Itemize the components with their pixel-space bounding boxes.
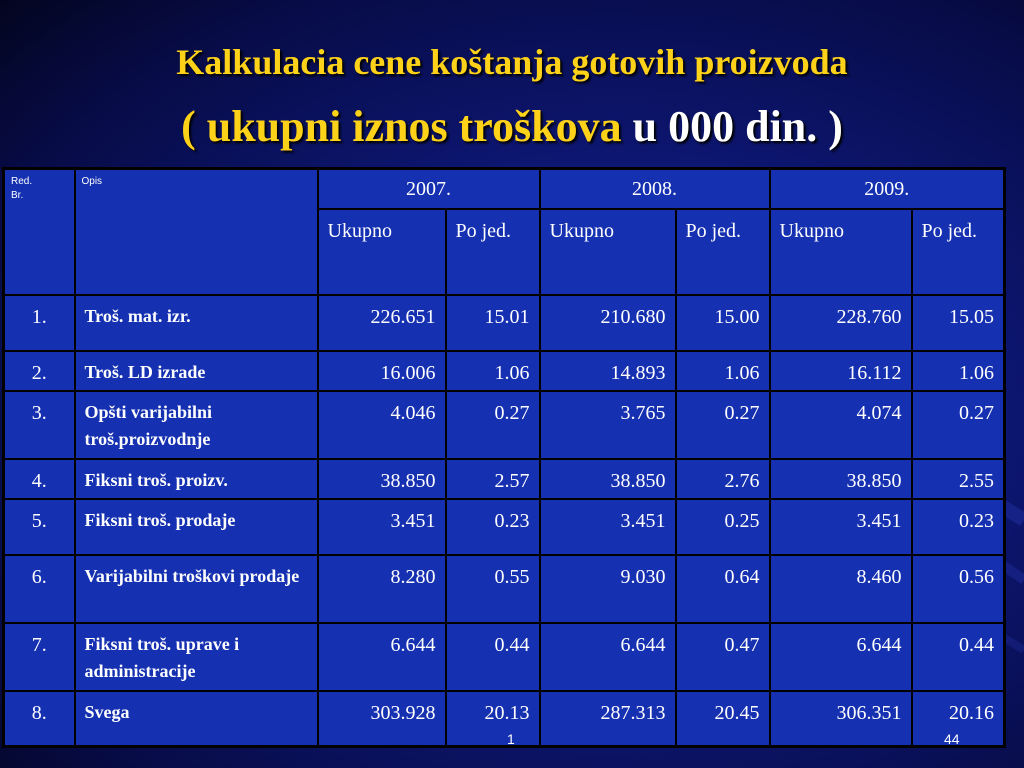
cell-po-jed: 1.06	[676, 351, 770, 391]
cell-po-jed: 2.57	[446, 459, 540, 499]
cell-ukupno: 6.644	[770, 623, 912, 691]
page-number-center: 1	[507, 731, 515, 747]
cell-ukupno: 3.451	[318, 499, 446, 555]
cell-ukupno: 4.046	[318, 391, 446, 459]
row-description: Fiksni troš. prodaje	[75, 499, 318, 555]
cell-ukupno: 8.460	[770, 555, 912, 623]
header-year-2007: 2007.	[318, 169, 540, 209]
row-description: Opšti varijabilni troš.proizvodnje	[75, 391, 318, 459]
cell-po-jed: 1.06	[912, 351, 1005, 391]
cell-ukupno: 228.760	[770, 295, 912, 351]
cell-po-jed: 2.76	[676, 459, 770, 499]
cell-po-jed: 0.27	[676, 391, 770, 459]
cell-ukupno: 4.074	[770, 391, 912, 459]
cell-po-jed: 20.45	[676, 691, 770, 747]
row-description: Fiksni troš. uprave i administracije	[75, 623, 318, 691]
cell-ukupno: 287.313	[540, 691, 676, 747]
subheader-ukupno-2007: Ukupno	[318, 209, 446, 295]
subtitle-rest: u 000 din. )	[621, 102, 843, 151]
cell-ukupno: 3.451	[540, 499, 676, 555]
header-opis: Opis	[75, 169, 318, 295]
cell-ukupno: 303.928	[318, 691, 446, 747]
cell-po-jed: 15.01	[446, 295, 540, 351]
cell-ukupno: 8.280	[318, 555, 446, 623]
slide-subtitle	[0, 100, 1024, 154]
subtitle-open: (	[181, 102, 207, 151]
cell-ukupno: 9.030	[540, 555, 676, 623]
cell-po-jed: 0.47	[676, 623, 770, 691]
cell-po-jed: 0.27	[912, 391, 1005, 459]
subtitle-main: ukupni iznos troškova	[206, 102, 622, 151]
cell-ukupno: 14.893	[540, 351, 676, 391]
row-number: 4.	[4, 459, 75, 499]
row-number: 5.	[4, 499, 75, 555]
subheader-ukupno-2008: Ukupno	[540, 209, 676, 295]
table-row	[4, 295, 1005, 351]
cell-ukupno: 6.644	[540, 623, 676, 691]
row-description: Fiksni troš. proizv.	[75, 459, 318, 499]
cell-po-jed: 15.00	[676, 295, 770, 351]
cell-ukupno: 38.850	[540, 459, 676, 499]
cell-po-jed: 0.56	[912, 555, 1005, 623]
row-number: 7.	[4, 623, 75, 691]
cell-po-jed: 0.27	[446, 391, 540, 459]
table-row	[4, 623, 1005, 691]
cell-po-jed: 0.25	[676, 499, 770, 555]
row-number: 1.	[4, 295, 75, 351]
cell-ukupno: 3.765	[540, 391, 676, 459]
row-number: 8.	[4, 691, 75, 747]
cell-ukupno: 210.680	[540, 295, 676, 351]
cell-ukupno: 16.112	[770, 351, 912, 391]
row-number: 3.	[4, 391, 75, 459]
row-description: Troš. LD izrade	[75, 351, 318, 391]
cell-po-jed: 0.55	[446, 555, 540, 623]
cell-po-jed: 0.44	[446, 623, 540, 691]
cell-ukupno: 306.351	[770, 691, 912, 747]
table-row	[4, 459, 1005, 499]
slide-title: Kalkulacia cene koštanja gotovih proizvoda	[176, 42, 848, 82]
cell-ukupno: 16.006	[318, 351, 446, 391]
table-row	[4, 555, 1005, 623]
cell-ukupno: 3.451	[770, 499, 912, 555]
cell-po-jed: 20.16	[912, 691, 1005, 747]
subheader-pojed-2007: Po jed.	[446, 209, 540, 295]
subheader-pojed-2008: Po jed.	[676, 209, 770, 295]
row-description: Troš. mat. izr.	[75, 295, 318, 351]
cell-po-jed: 1.06	[446, 351, 540, 391]
cell-po-jed: 0.23	[912, 499, 1005, 555]
subheader-pojed-2009: Po jed.	[912, 209, 1005, 295]
cell-ukupno: 38.850	[770, 459, 912, 499]
header-year-2009: 2009.	[770, 169, 1005, 209]
table-row	[4, 391, 1005, 459]
page-number-right: 44	[944, 731, 960, 747]
cell-po-jed: 15.05	[912, 295, 1005, 351]
table-row	[4, 691, 1005, 747]
table-row	[4, 351, 1005, 391]
cell-po-jed: 0.23	[446, 499, 540, 555]
header-year-2008: 2008.	[540, 169, 770, 209]
cell-po-jed: 20.13	[446, 691, 540, 747]
header-red-br: Red. Br.	[4, 169, 75, 295]
cell-ukupno: 6.644	[318, 623, 446, 691]
row-description: Svega	[75, 691, 318, 747]
cell-ukupno: 226.651	[318, 295, 446, 351]
row-number: 2.	[4, 351, 75, 391]
row-number: 6.	[4, 555, 75, 623]
cell-po-jed: 0.64	[676, 555, 770, 623]
cell-po-jed: 2.55	[912, 459, 1005, 499]
cell-po-jed: 0.44	[912, 623, 1005, 691]
cell-ukupno: 38.850	[318, 459, 446, 499]
table-row	[4, 499, 1005, 555]
cost-table	[2, 167, 1006, 748]
row-description: Varijabilni troškovi prodaje	[75, 555, 318, 623]
subheader-ukupno-2009: Ukupno	[770, 209, 912, 295]
